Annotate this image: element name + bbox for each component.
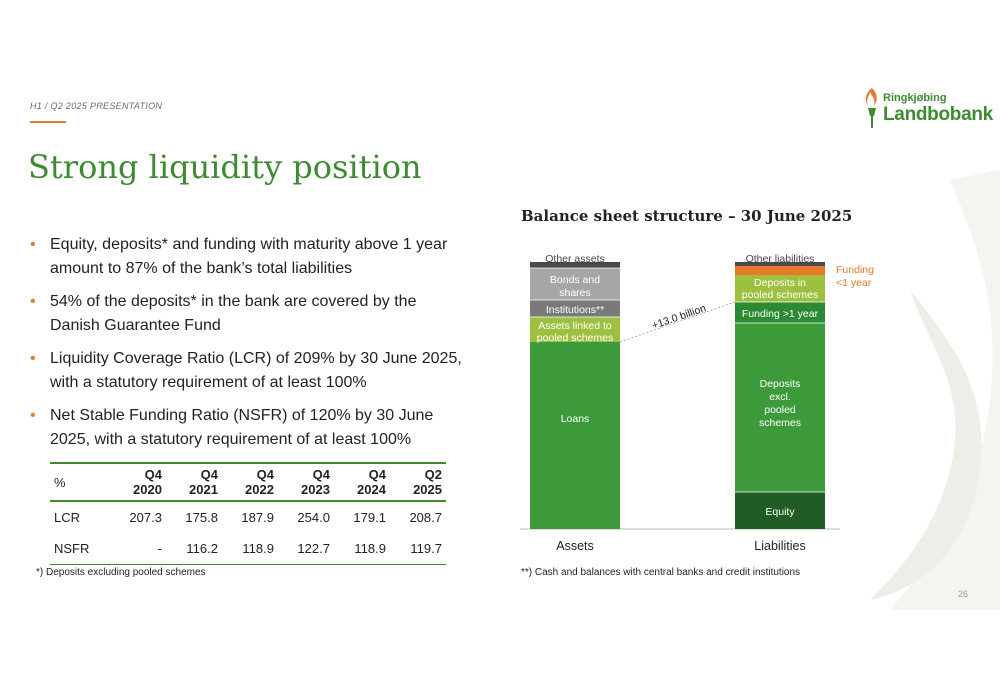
bullet-item: • Equity, deposits* and funding with maturity above 1 year amount to 87% of the bank’s total liabilities: [30, 233, 470, 281]
bar-segment-funding-lt1: [735, 266, 825, 275]
label-other-assets: Other assets: [545, 253, 605, 265]
table-cell: 116.2: [166, 533, 222, 565]
table-cell: -: [110, 533, 166, 565]
logo-text-top: Ringkjøbing: [883, 92, 947, 104]
table-row: [50, 501, 446, 533]
chart-title: Balance sheet structure – 30 June 2025: [521, 207, 853, 225]
bullet-list: [30, 233, 470, 461]
table-footnote: *) Deposits excluding pooled schemes: [36, 567, 206, 578]
table-column-header: Q4 2022: [222, 463, 278, 501]
row-label: NSFR: [50, 533, 110, 565]
table-cell: 122.7: [278, 533, 334, 565]
table-cell: 208.7: [409, 510, 442, 525]
table-column-header: Q4 2021: [166, 463, 222, 501]
page-title: Strong liquidity position: [28, 148, 422, 186]
liquidity-ratio-table: [50, 462, 446, 565]
table-unit-header: %: [50, 463, 110, 501]
table-cell: 187.9: [241, 510, 274, 525]
balance-sheet-chart: [520, 250, 900, 560]
table-cell: 119.7: [390, 533, 446, 565]
row-label: LCR: [54, 510, 81, 525]
label-institutions: Institutions**: [545, 304, 605, 316]
table-cell: 118.9: [334, 533, 390, 565]
table-cell: 254.0: [297, 510, 330, 525]
table-cell: 207.3: [129, 510, 162, 525]
annotation-label: +13.0 billion: [650, 302, 708, 333]
bullet-dot-icon: •: [30, 407, 36, 424]
label-equity: Equity: [765, 506, 795, 518]
table-column-header: Q4 2020: [110, 463, 166, 501]
bar-segment-loans: [530, 342, 620, 529]
category-label-assets: Assets: [556, 539, 594, 553]
label-loans: Loans: [560, 413, 590, 425]
bullet-dot-icon: •: [30, 350, 36, 367]
chart-footnote: **) Cash and balances with central banks and credit institutions: [521, 567, 801, 578]
table-column-header: Q4 2023: [278, 463, 334, 501]
label-assets-pooled: Assets linked to pooled schemes: [536, 320, 614, 344]
logo-text-bottom: Landbobank: [883, 104, 993, 125]
label-bonds-shares: Bonds and shares: [549, 274, 601, 299]
table-cell: 118.9: [222, 533, 278, 565]
label-deposits-pooled: Deposits in pooled schemes: [741, 277, 819, 301]
presentation-label: H1 / Q2 2025 PRESENTATION: [30, 101, 163, 111]
bullet-dot-icon: •: [30, 236, 36, 253]
torch-logo-icon: [862, 86, 882, 130]
table-row: [50, 533, 446, 565]
bullet-item: • Net Stable Funding Ratio (NSFR) of 120% by 30 June 2025, with a statutory requirement of at least 100%: [30, 404, 470, 452]
label-deposits-excl: Deposits excl. pooled schemes: [758, 378, 802, 429]
label-other-liabilities: Other liabilities: [745, 253, 815, 265]
title-accent-rule: [30, 121, 66, 123]
category-label-liabilities: Liabilities: [754, 539, 806, 553]
bullet-dot-icon: •: [30, 293, 36, 310]
table-header-row: [50, 463, 446, 501]
table-cell: 175.8: [185, 510, 218, 525]
page-number: 26: [958, 589, 969, 599]
table-column-header: Q4 2024: [334, 463, 390, 501]
bullet-item: • Liquidity Coverage Ratio (LCR) of 209% by 30 June 2025, with a statutory requirement of at least 100%: [30, 347, 470, 395]
table-cell: 179.1: [353, 510, 386, 525]
label-funding-gt1: Funding >1 year: [741, 308, 819, 320]
table-column-header: Q2 2025: [390, 463, 446, 501]
bullet-item: • 54% of the deposits* in the bank are covered by the Danish Guarantee Fund: [30, 290, 470, 338]
label-funding-lt1: Funding <1 year: [836, 264, 874, 289]
